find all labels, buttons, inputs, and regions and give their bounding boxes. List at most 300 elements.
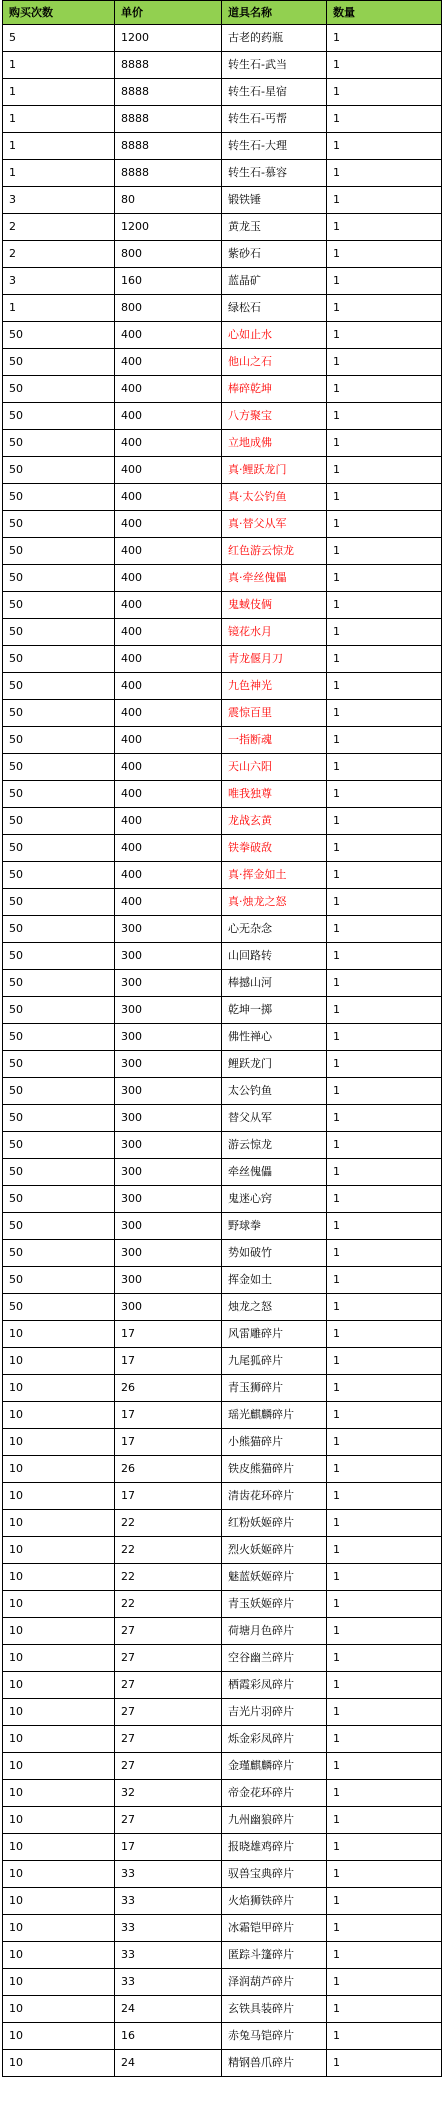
cell-purchase-times: 50 bbox=[3, 646, 115, 673]
cell-quantity: 1 bbox=[327, 754, 442, 781]
cell-item-name: 铁皮熊猫碎片 bbox=[222, 1456, 327, 1483]
cell-item-name: 青玉妖姬碎片 bbox=[222, 1591, 327, 1618]
cell-unit-price: 17 bbox=[115, 1348, 222, 1375]
cell-item-name: 他山之石 bbox=[222, 349, 327, 376]
table-row bbox=[3, 619, 442, 646]
cell-quantity: 1 bbox=[327, 295, 442, 322]
cell-purchase-times: 10 bbox=[3, 1672, 115, 1699]
cell-item-name: 真·太公钓鱼 bbox=[222, 484, 327, 511]
table-body bbox=[3, 25, 442, 2077]
cell-unit-price: 300 bbox=[115, 1078, 222, 1105]
table-row bbox=[3, 1591, 442, 1618]
cell-unit-price: 1200 bbox=[115, 214, 222, 241]
cell-purchase-times: 10 bbox=[3, 1375, 115, 1402]
cell-item-name: 鬼蜮伎俩 bbox=[222, 592, 327, 619]
cell-unit-price: 27 bbox=[115, 1618, 222, 1645]
cell-quantity: 1 bbox=[327, 1348, 442, 1375]
cell-unit-price: 400 bbox=[115, 727, 222, 754]
cell-quantity: 1 bbox=[327, 403, 442, 430]
cell-quantity: 1 bbox=[327, 1375, 442, 1402]
cell-purchase-times: 5 bbox=[3, 25, 115, 52]
cell-item-name: 一指断魂 bbox=[222, 727, 327, 754]
cell-purchase-times: 1 bbox=[3, 52, 115, 79]
cell-purchase-times: 50 bbox=[3, 592, 115, 619]
cell-purchase-times: 50 bbox=[3, 1078, 115, 1105]
table-row bbox=[3, 997, 442, 1024]
cell-item-name: 牵丝傀儡 bbox=[222, 1159, 327, 1186]
table-row bbox=[3, 1213, 442, 1240]
cell-item-name: 转生石-星宿 bbox=[222, 79, 327, 106]
cell-item-name: 铁拳破敌 bbox=[222, 835, 327, 862]
cell-purchase-times: 10 bbox=[3, 1348, 115, 1375]
cell-unit-price: 8888 bbox=[115, 106, 222, 133]
cell-item-name: 绿松石 bbox=[222, 295, 327, 322]
cell-purchase-times: 50 bbox=[3, 673, 115, 700]
cell-item-name: 唯我独尊 bbox=[222, 781, 327, 808]
cell-unit-price: 22 bbox=[115, 1564, 222, 1591]
cell-unit-price: 32 bbox=[115, 1780, 222, 1807]
table-row bbox=[3, 1753, 442, 1780]
table-row bbox=[3, 268, 442, 295]
header-quantity: 数量 bbox=[327, 1, 442, 25]
cell-quantity: 1 bbox=[327, 943, 442, 970]
table-row bbox=[3, 1537, 442, 1564]
cell-unit-price: 8888 bbox=[115, 52, 222, 79]
table-row bbox=[3, 1807, 442, 1834]
table-row bbox=[3, 835, 442, 862]
table-row bbox=[3, 1078, 442, 1105]
cell-purchase-times: 10 bbox=[3, 1861, 115, 1888]
cell-item-name: 势如破竹 bbox=[222, 1240, 327, 1267]
cell-quantity: 1 bbox=[327, 1105, 442, 1132]
cell-purchase-times: 50 bbox=[3, 538, 115, 565]
cell-quantity: 1 bbox=[327, 889, 442, 916]
cell-item-name: 匿踪斗篷碎片 bbox=[222, 1942, 327, 1969]
cell-purchase-times: 1 bbox=[3, 79, 115, 106]
cell-item-name: 清齿花环碎片 bbox=[222, 1483, 327, 1510]
cell-unit-price: 300 bbox=[115, 1267, 222, 1294]
cell-item-name: 立地成佛 bbox=[222, 430, 327, 457]
cell-quantity: 1 bbox=[327, 349, 442, 376]
table-row bbox=[3, 214, 442, 241]
cell-quantity: 1 bbox=[327, 187, 442, 214]
table-row bbox=[3, 484, 442, 511]
cell-unit-price: 27 bbox=[115, 1672, 222, 1699]
cell-purchase-times: 10 bbox=[3, 2050, 115, 2077]
cell-unit-price: 400 bbox=[115, 457, 222, 484]
cell-quantity: 1 bbox=[327, 1078, 442, 1105]
cell-item-name: 报晓雄鸡碎片 bbox=[222, 1834, 327, 1861]
cell-quantity: 1 bbox=[327, 52, 442, 79]
cell-purchase-times: 50 bbox=[3, 943, 115, 970]
table-row bbox=[3, 970, 442, 997]
cell-quantity: 1 bbox=[327, 133, 442, 160]
cell-quantity: 1 bbox=[327, 1483, 442, 1510]
table-row bbox=[3, 322, 442, 349]
cell-quantity: 1 bbox=[327, 376, 442, 403]
cell-item-name: 山回路转 bbox=[222, 943, 327, 970]
cell-item-name: 蓝晶矿 bbox=[222, 268, 327, 295]
table-row bbox=[3, 646, 442, 673]
cell-purchase-times: 10 bbox=[3, 1726, 115, 1753]
cell-unit-price: 400 bbox=[115, 619, 222, 646]
table-row bbox=[3, 511, 442, 538]
cell-item-name: 游云惊龙 bbox=[222, 1132, 327, 1159]
table-row bbox=[3, 1645, 442, 1672]
cell-quantity: 1 bbox=[327, 673, 442, 700]
table-row bbox=[3, 1672, 442, 1699]
cell-quantity: 1 bbox=[327, 1186, 442, 1213]
cell-quantity: 1 bbox=[327, 1672, 442, 1699]
cell-unit-price: 8888 bbox=[115, 133, 222, 160]
table-row bbox=[3, 1186, 442, 1213]
cell-purchase-times: 10 bbox=[3, 1807, 115, 1834]
cell-purchase-times: 10 bbox=[3, 1537, 115, 1564]
table-row bbox=[3, 376, 442, 403]
cell-purchase-times: 50 bbox=[3, 1186, 115, 1213]
table-row bbox=[3, 1915, 442, 1942]
cell-unit-price: 17 bbox=[115, 1321, 222, 1348]
table-row bbox=[3, 106, 442, 133]
cell-purchase-times: 10 bbox=[3, 1780, 115, 1807]
cell-unit-price: 300 bbox=[115, 1159, 222, 1186]
cell-unit-price: 300 bbox=[115, 1213, 222, 1240]
cell-quantity: 1 bbox=[327, 1132, 442, 1159]
cell-item-name: 替父从军 bbox=[222, 1105, 327, 1132]
cell-unit-price: 400 bbox=[115, 673, 222, 700]
table-row bbox=[3, 187, 442, 214]
cell-item-name: 转生石-丐帮 bbox=[222, 106, 327, 133]
cell-purchase-times: 50 bbox=[3, 376, 115, 403]
cell-purchase-times: 50 bbox=[3, 916, 115, 943]
table-row bbox=[3, 1969, 442, 1996]
cell-unit-price: 300 bbox=[115, 970, 222, 997]
cell-unit-price: 300 bbox=[115, 997, 222, 1024]
cell-item-name: 烛龙之怒 bbox=[222, 1294, 327, 1321]
cell-purchase-times: 50 bbox=[3, 1024, 115, 1051]
cell-quantity: 1 bbox=[327, 1861, 442, 1888]
table-row bbox=[3, 1321, 442, 1348]
cell-purchase-times: 10 bbox=[3, 1510, 115, 1537]
cell-item-name: 真·牵丝傀儡 bbox=[222, 565, 327, 592]
cell-purchase-times: 50 bbox=[3, 1267, 115, 1294]
table-row bbox=[3, 916, 442, 943]
cell-quantity: 1 bbox=[327, 1645, 442, 1672]
table-row bbox=[3, 1375, 442, 1402]
cell-quantity: 1 bbox=[327, 1753, 442, 1780]
cell-purchase-times: 50 bbox=[3, 1132, 115, 1159]
table-row bbox=[3, 1267, 442, 1294]
table-row bbox=[3, 1483, 442, 1510]
cell-quantity: 1 bbox=[327, 430, 442, 457]
cell-unit-price: 300 bbox=[115, 1294, 222, 1321]
cell-item-name: 镜花水月 bbox=[222, 619, 327, 646]
cell-purchase-times: 10 bbox=[3, 1591, 115, 1618]
table-row bbox=[3, 241, 442, 268]
cell-purchase-times: 10 bbox=[3, 1699, 115, 1726]
cell-item-name: 冰霜铠甲碎片 bbox=[222, 1915, 327, 1942]
cell-purchase-times: 50 bbox=[3, 835, 115, 862]
cell-unit-price: 400 bbox=[115, 403, 222, 430]
table-row bbox=[3, 592, 442, 619]
cell-purchase-times: 10 bbox=[3, 1645, 115, 1672]
cell-purchase-times: 50 bbox=[3, 322, 115, 349]
cell-purchase-times: 10 bbox=[3, 1915, 115, 1942]
cell-item-name: 紫砂石 bbox=[222, 241, 327, 268]
cell-purchase-times: 50 bbox=[3, 1213, 115, 1240]
cell-quantity: 1 bbox=[327, 1726, 442, 1753]
cell-purchase-times: 10 bbox=[3, 1942, 115, 1969]
cell-quantity: 1 bbox=[327, 700, 442, 727]
cell-quantity: 1 bbox=[327, 1537, 442, 1564]
cell-quantity: 1 bbox=[327, 1510, 442, 1537]
cell-unit-price: 300 bbox=[115, 1024, 222, 1051]
cell-quantity: 1 bbox=[327, 25, 442, 52]
cell-item-name: 转生石-大理 bbox=[222, 133, 327, 160]
cell-purchase-times: 50 bbox=[3, 970, 115, 997]
cell-item-name: 野球拳 bbox=[222, 1213, 327, 1240]
table-header bbox=[3, 1, 442, 25]
table-row bbox=[3, 1699, 442, 1726]
cell-unit-price: 26 bbox=[115, 1456, 222, 1483]
cell-quantity: 1 bbox=[327, 214, 442, 241]
cell-unit-price: 80 bbox=[115, 187, 222, 214]
cell-quantity: 1 bbox=[327, 2050, 442, 2077]
cell-unit-price: 8888 bbox=[115, 79, 222, 106]
cell-purchase-times: 1 bbox=[3, 133, 115, 160]
cell-quantity: 1 bbox=[327, 727, 442, 754]
cell-unit-price: 400 bbox=[115, 700, 222, 727]
cell-unit-price: 300 bbox=[115, 916, 222, 943]
cell-unit-price: 17 bbox=[115, 1834, 222, 1861]
cell-item-name: 转生石-慕容 bbox=[222, 160, 327, 187]
table-row bbox=[3, 403, 442, 430]
cell-quantity: 1 bbox=[327, 1240, 442, 1267]
cell-quantity: 1 bbox=[327, 268, 442, 295]
table-row bbox=[3, 1294, 442, 1321]
table-row bbox=[3, 565, 442, 592]
cell-purchase-times: 3 bbox=[3, 268, 115, 295]
cell-unit-price: 24 bbox=[115, 1996, 222, 2023]
cell-quantity: 1 bbox=[327, 1915, 442, 1942]
cell-quantity: 1 bbox=[327, 970, 442, 997]
table-row bbox=[3, 1834, 442, 1861]
table-row bbox=[3, 1402, 442, 1429]
cell-item-name: 真·替父从军 bbox=[222, 511, 327, 538]
cell-unit-price: 26 bbox=[115, 1375, 222, 1402]
table-row bbox=[3, 1888, 442, 1915]
cell-unit-price: 400 bbox=[115, 538, 222, 565]
cell-quantity: 1 bbox=[327, 1429, 442, 1456]
table-row bbox=[3, 295, 442, 322]
cell-quantity: 1 bbox=[327, 1942, 442, 1969]
cell-unit-price: 400 bbox=[115, 592, 222, 619]
cell-purchase-times: 3 bbox=[3, 187, 115, 214]
cell-purchase-times: 50 bbox=[3, 511, 115, 538]
cell-item-name: 九州幽狼碎片 bbox=[222, 1807, 327, 1834]
cell-purchase-times: 50 bbox=[3, 781, 115, 808]
cell-unit-price: 400 bbox=[115, 430, 222, 457]
cell-unit-price: 400 bbox=[115, 565, 222, 592]
table-row bbox=[3, 1942, 442, 1969]
table-row bbox=[3, 52, 442, 79]
cell-item-name: 驭兽宝典碎片 bbox=[222, 1861, 327, 1888]
table-row bbox=[3, 2023, 442, 2050]
table-row bbox=[3, 457, 442, 484]
cell-unit-price: 400 bbox=[115, 511, 222, 538]
table-row bbox=[3, 673, 442, 700]
purchase-table-container bbox=[2, 0, 441, 2077]
cell-quantity: 1 bbox=[327, 646, 442, 673]
table-row bbox=[3, 1780, 442, 1807]
cell-unit-price: 33 bbox=[115, 1888, 222, 1915]
cell-purchase-times: 50 bbox=[3, 457, 115, 484]
table-row bbox=[3, 943, 442, 970]
table-row bbox=[3, 862, 442, 889]
cell-unit-price: 300 bbox=[115, 1051, 222, 1078]
cell-item-name: 棒碎乾坤 bbox=[222, 376, 327, 403]
cell-purchase-times: 10 bbox=[3, 1429, 115, 1456]
cell-quantity: 1 bbox=[327, 1834, 442, 1861]
cell-unit-price: 27 bbox=[115, 1726, 222, 1753]
table-row bbox=[3, 1051, 442, 1078]
cell-item-name: 荷塘月色碎片 bbox=[222, 1618, 327, 1645]
table-row bbox=[3, 754, 442, 781]
table-row bbox=[3, 349, 442, 376]
cell-quantity: 1 bbox=[327, 1618, 442, 1645]
cell-purchase-times: 50 bbox=[3, 565, 115, 592]
cell-quantity: 1 bbox=[327, 808, 442, 835]
cell-quantity: 1 bbox=[327, 1699, 442, 1726]
cell-purchase-times: 50 bbox=[3, 619, 115, 646]
cell-unit-price: 33 bbox=[115, 1915, 222, 1942]
cell-item-name: 赤兔马铠碎片 bbox=[222, 2023, 327, 2050]
header-row bbox=[3, 1, 442, 25]
cell-unit-price: 300 bbox=[115, 1186, 222, 1213]
cell-purchase-times: 10 bbox=[3, 1321, 115, 1348]
cell-quantity: 1 bbox=[327, 619, 442, 646]
cell-quantity: 1 bbox=[327, 916, 442, 943]
cell-purchase-times: 50 bbox=[3, 1105, 115, 1132]
cell-item-name: 转生石-武当 bbox=[222, 52, 327, 79]
cell-quantity: 1 bbox=[327, 1213, 442, 1240]
cell-purchase-times: 1 bbox=[3, 160, 115, 187]
cell-unit-price: 300 bbox=[115, 1105, 222, 1132]
cell-item-name: 古老的药瓶 bbox=[222, 25, 327, 52]
cell-purchase-times: 50 bbox=[3, 1294, 115, 1321]
cell-unit-price: 27 bbox=[115, 1699, 222, 1726]
header-item-name: 道具名称 bbox=[222, 1, 327, 25]
cell-item-name: 金瑾麒麟碎片 bbox=[222, 1753, 327, 1780]
cell-item-name: 锻铁锤 bbox=[222, 187, 327, 214]
cell-unit-price: 33 bbox=[115, 1942, 222, 1969]
cell-quantity: 1 bbox=[327, 781, 442, 808]
cell-quantity: 1 bbox=[327, 1402, 442, 1429]
cell-unit-price: 400 bbox=[115, 349, 222, 376]
cell-quantity: 1 bbox=[327, 538, 442, 565]
cell-item-name: 风雷雕碎片 bbox=[222, 1321, 327, 1348]
cell-unit-price: 400 bbox=[115, 754, 222, 781]
cell-quantity: 1 bbox=[327, 484, 442, 511]
table-row bbox=[3, 1429, 442, 1456]
cell-unit-price: 17 bbox=[115, 1429, 222, 1456]
cell-purchase-times: 10 bbox=[3, 2023, 115, 2050]
cell-item-name: 九尾狐碎片 bbox=[222, 1348, 327, 1375]
cell-quantity: 1 bbox=[327, 1051, 442, 1078]
cell-purchase-times: 10 bbox=[3, 1996, 115, 2023]
cell-purchase-times: 50 bbox=[3, 808, 115, 835]
cell-item-name: 烈火妖姬碎片 bbox=[222, 1537, 327, 1564]
cell-item-name: 龙战玄黄 bbox=[222, 808, 327, 835]
cell-unit-price: 400 bbox=[115, 376, 222, 403]
table-row bbox=[3, 727, 442, 754]
cell-item-name: 鲤跃龙门 bbox=[222, 1051, 327, 1078]
cell-purchase-times: 50 bbox=[3, 997, 115, 1024]
cell-item-name: 栖霞彩凤碎片 bbox=[222, 1672, 327, 1699]
cell-unit-price: 22 bbox=[115, 1510, 222, 1537]
cell-quantity: 1 bbox=[327, 1159, 442, 1186]
table-row bbox=[3, 430, 442, 457]
cell-quantity: 1 bbox=[327, 2023, 442, 2050]
table-row bbox=[3, 808, 442, 835]
cell-quantity: 1 bbox=[327, 457, 442, 484]
table-row bbox=[3, 1996, 442, 2023]
cell-item-name: 震惊百里 bbox=[222, 700, 327, 727]
cell-item-name: 红粉妖姬碎片 bbox=[222, 1510, 327, 1537]
table-row bbox=[3, 1564, 442, 1591]
table-row bbox=[3, 1726, 442, 1753]
table-row bbox=[3, 781, 442, 808]
cell-purchase-times: 50 bbox=[3, 484, 115, 511]
cell-unit-price: 33 bbox=[115, 1861, 222, 1888]
cell-unit-price: 16 bbox=[115, 2023, 222, 2050]
cell-purchase-times: 10 bbox=[3, 1753, 115, 1780]
table-row bbox=[3, 700, 442, 727]
cell-item-name: 红色游云惊龙 bbox=[222, 538, 327, 565]
table-row bbox=[3, 1618, 442, 1645]
cell-purchase-times: 50 bbox=[3, 1159, 115, 1186]
cell-purchase-times: 10 bbox=[3, 1888, 115, 1915]
cell-purchase-times: 50 bbox=[3, 889, 115, 916]
header-purchase-times: 购买次数 bbox=[3, 1, 115, 25]
cell-unit-price: 800 bbox=[115, 295, 222, 322]
cell-quantity: 1 bbox=[327, 997, 442, 1024]
cell-item-name: 烁金彩凤碎片 bbox=[222, 1726, 327, 1753]
table-row bbox=[3, 1132, 442, 1159]
cell-unit-price: 400 bbox=[115, 484, 222, 511]
cell-quantity: 1 bbox=[327, 1456, 442, 1483]
cell-unit-price: 24 bbox=[115, 2050, 222, 2077]
cell-item-name: 鬼迷心窍 bbox=[222, 1186, 327, 1213]
cell-unit-price: 33 bbox=[115, 1969, 222, 1996]
table-row bbox=[3, 538, 442, 565]
cell-quantity: 1 bbox=[327, 106, 442, 133]
table-row bbox=[3, 1105, 442, 1132]
cell-unit-price: 27 bbox=[115, 1807, 222, 1834]
table-row bbox=[3, 1348, 442, 1375]
cell-quantity: 1 bbox=[327, 1888, 442, 1915]
table-row bbox=[3, 1861, 442, 1888]
cell-unit-price: 17 bbox=[115, 1483, 222, 1510]
cell-item-name: 青龙偃月刀 bbox=[222, 646, 327, 673]
purchase-table bbox=[2, 0, 442, 2077]
cell-item-name: 挥金如土 bbox=[222, 1267, 327, 1294]
table-row bbox=[3, 160, 442, 187]
cell-item-name: 八方聚宝 bbox=[222, 403, 327, 430]
table-row bbox=[3, 1024, 442, 1051]
cell-unit-price: 400 bbox=[115, 781, 222, 808]
cell-item-name: 乾坤一掷 bbox=[222, 997, 327, 1024]
